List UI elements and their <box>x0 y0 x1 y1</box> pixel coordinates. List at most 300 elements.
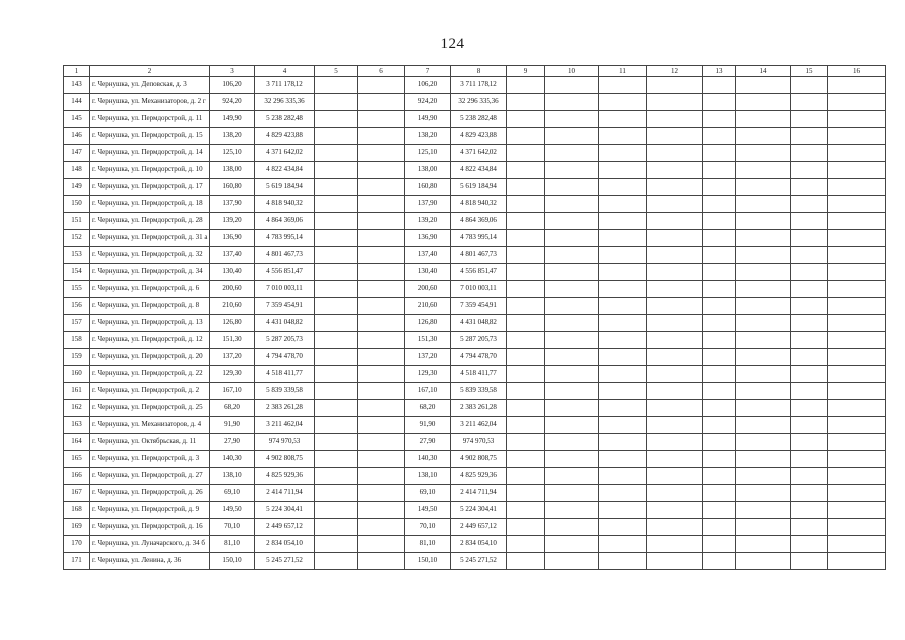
address-cell: г. Чернушка, ул. Пермдорстрой, д. 18 <box>90 196 210 213</box>
cost-cell: 4 829 423,88 <box>255 128 315 145</box>
empty-cell <box>647 451 703 468</box>
area-cell-7: 136,90 <box>405 230 451 247</box>
table-row <box>64 213 886 230</box>
empty-cell <box>358 315 405 332</box>
empty-cell <box>647 400 703 417</box>
area-cell: 81,10 <box>210 536 255 553</box>
cost-cell: 4 825 929,36 <box>255 468 315 485</box>
table-row <box>64 77 886 94</box>
row-number: 160 <box>64 366 90 383</box>
empty-cell <box>647 332 703 349</box>
cost-cell: 5 224 304,41 <box>255 502 315 519</box>
empty-cell <box>647 366 703 383</box>
cost-cell: 5 839 339,58 <box>255 383 315 400</box>
empty-cell <box>507 451 545 468</box>
empty-cell <box>828 145 886 162</box>
cost-cell: 4 431 048,82 <box>255 315 315 332</box>
empty-cell <box>315 196 358 213</box>
empty-cell <box>545 111 599 128</box>
area-cell: 210,60 <box>210 298 255 315</box>
empty-cell <box>736 417 791 434</box>
address-cell: г. Чернушка, ул. Пермдорстрой, д. 8 <box>90 298 210 315</box>
address-cell: г. Чернушка, ул. Пермдорстрой, д. 26 <box>90 485 210 502</box>
cost-cell-8: 4 825 929,36 <box>451 468 507 485</box>
empty-cell <box>599 264 647 281</box>
empty-cell <box>358 349 405 366</box>
area-cell-7: 106,20 <box>405 77 451 94</box>
empty-cell <box>545 553 599 570</box>
cost-cell: 974 970,53 <box>255 434 315 451</box>
empty-cell <box>599 536 647 553</box>
empty-cell <box>599 434 647 451</box>
empty-cell <box>507 366 545 383</box>
cost-cell: 2 449 657,12 <box>255 519 315 536</box>
empty-cell <box>736 230 791 247</box>
empty-cell <box>315 162 358 179</box>
area-cell: 68,20 <box>210 400 255 417</box>
empty-cell <box>599 417 647 434</box>
empty-cell <box>358 468 405 485</box>
empty-cell <box>358 196 405 213</box>
empty-cell <box>791 264 828 281</box>
empty-cell <box>545 519 599 536</box>
row-number: 165 <box>64 451 90 468</box>
table-row <box>64 553 886 570</box>
empty-cell <box>703 417 736 434</box>
empty-cell <box>647 485 703 502</box>
cost-cell-8: 5 287 205,73 <box>451 332 507 349</box>
registry-table <box>63 65 886 570</box>
cost-cell-8: 2 414 711,94 <box>451 485 507 502</box>
empty-cell <box>507 400 545 417</box>
empty-cell <box>545 196 599 213</box>
table-row <box>64 451 886 468</box>
area-cell: 125,10 <box>210 145 255 162</box>
area-cell: 69,10 <box>210 485 255 502</box>
empty-cell <box>315 179 358 196</box>
empty-cell <box>599 179 647 196</box>
empty-cell <box>703 162 736 179</box>
row-number: 166 <box>64 468 90 485</box>
row-number: 153 <box>64 247 90 264</box>
area-cell-7: 137,40 <box>405 247 451 264</box>
empty-cell <box>703 315 736 332</box>
empty-cell <box>647 417 703 434</box>
empty-cell <box>599 349 647 366</box>
row-number: 159 <box>64 349 90 366</box>
empty-cell <box>703 247 736 264</box>
empty-cell <box>315 332 358 349</box>
area-cell-7: 149,50 <box>405 502 451 519</box>
empty-cell <box>599 94 647 111</box>
area-cell-7: 129,30 <box>405 366 451 383</box>
empty-cell <box>545 162 599 179</box>
column-number-9: 9 <box>507 66 545 77</box>
address-cell: г. Чернушка, ул. Луначарского, д. 34 б <box>90 536 210 553</box>
column-number-2: 2 <box>90 66 210 77</box>
column-number-row <box>64 66 886 77</box>
empty-cell <box>703 332 736 349</box>
table-row <box>64 264 886 281</box>
empty-cell <box>599 519 647 536</box>
empty-cell <box>507 468 545 485</box>
table-row <box>64 485 886 502</box>
area-cell: 126,80 <box>210 315 255 332</box>
address-cell: г. Чернушка, ул. Ленина, д. 36 <box>90 553 210 570</box>
empty-cell <box>315 383 358 400</box>
empty-cell <box>647 111 703 128</box>
area-cell: 91,90 <box>210 417 255 434</box>
address-cell: г. Чернушка, ул. Пермдорстрой, д. 32 <box>90 247 210 264</box>
empty-cell <box>828 434 886 451</box>
empty-cell <box>507 179 545 196</box>
empty-cell <box>791 196 828 213</box>
empty-cell <box>828 230 886 247</box>
empty-cell <box>545 128 599 145</box>
column-number-14: 14 <box>736 66 791 77</box>
empty-cell <box>791 451 828 468</box>
empty-cell <box>736 162 791 179</box>
empty-cell <box>791 434 828 451</box>
empty-cell <box>315 77 358 94</box>
table-row <box>64 366 886 383</box>
empty-cell <box>791 77 828 94</box>
empty-cell <box>736 145 791 162</box>
cost-cell-8: 5 619 184,94 <box>451 179 507 196</box>
empty-cell <box>736 281 791 298</box>
empty-cell <box>599 145 647 162</box>
area-cell: 138,00 <box>210 162 255 179</box>
empty-cell <box>545 468 599 485</box>
empty-cell <box>703 502 736 519</box>
area-cell-7: 924,20 <box>405 94 451 111</box>
empty-cell <box>647 145 703 162</box>
empty-cell <box>358 179 405 196</box>
address-cell: г. Чернушка, ул. Механизаторов, д. 4 <box>90 417 210 434</box>
row-number: 158 <box>64 332 90 349</box>
address-cell: г. Чернушка, ул. Пермдорстрой, д. 16 <box>90 519 210 536</box>
cost-cell-8: 4 818 940,32 <box>451 196 507 213</box>
empty-cell <box>358 417 405 434</box>
area-cell: 136,90 <box>210 230 255 247</box>
table-row <box>64 196 886 213</box>
area-cell: 130,40 <box>210 264 255 281</box>
table-row <box>64 162 886 179</box>
empty-cell <box>703 553 736 570</box>
empty-cell <box>736 519 791 536</box>
empty-cell <box>358 502 405 519</box>
column-number-1: 1 <box>64 66 90 77</box>
cost-cell-8: 2 449 657,12 <box>451 519 507 536</box>
empty-cell <box>358 536 405 553</box>
empty-cell <box>703 434 736 451</box>
empty-cell <box>545 145 599 162</box>
cost-cell-8: 7 010 003,11 <box>451 281 507 298</box>
empty-cell <box>599 332 647 349</box>
empty-cell <box>599 128 647 145</box>
empty-cell <box>703 179 736 196</box>
area-cell: 129,30 <box>210 366 255 383</box>
empty-cell <box>599 281 647 298</box>
address-cell: г. Чернушка, ул. Пермдорстрой, д. 31 а <box>90 230 210 247</box>
empty-cell <box>736 298 791 315</box>
empty-cell <box>599 485 647 502</box>
empty-cell <box>647 536 703 553</box>
empty-cell <box>647 553 703 570</box>
empty-cell <box>599 553 647 570</box>
empty-cell <box>358 94 405 111</box>
table-row <box>64 128 886 145</box>
empty-cell <box>507 77 545 94</box>
empty-cell <box>599 383 647 400</box>
address-cell: г. Чернушка, ул. Пермдорстрой, д. 13 <box>90 315 210 332</box>
empty-cell <box>828 400 886 417</box>
area-cell-7: 138,00 <box>405 162 451 179</box>
empty-cell <box>315 485 358 502</box>
row-number: 170 <box>64 536 90 553</box>
empty-cell <box>828 196 886 213</box>
empty-cell <box>736 77 791 94</box>
row-number: 151 <box>64 213 90 230</box>
empty-cell <box>315 417 358 434</box>
table-row <box>64 179 886 196</box>
empty-cell <box>828 383 886 400</box>
empty-cell <box>791 502 828 519</box>
empty-cell <box>736 434 791 451</box>
empty-cell <box>828 247 886 264</box>
address-cell: г. Чернушка, ул. Пермдорстрой, д. 28 <box>90 213 210 230</box>
empty-cell <box>507 315 545 332</box>
area-cell: 137,20 <box>210 349 255 366</box>
table-row <box>64 298 886 315</box>
empty-cell <box>545 400 599 417</box>
empty-cell <box>736 451 791 468</box>
empty-cell <box>703 485 736 502</box>
area-cell-7: 70,10 <box>405 519 451 536</box>
cost-cell: 7 359 454,91 <box>255 298 315 315</box>
empty-cell <box>358 332 405 349</box>
row-number: 155 <box>64 281 90 298</box>
empty-cell <box>791 298 828 315</box>
empty-cell <box>315 553 358 570</box>
address-cell: г. Чернушка, ул. Пермдорстрой, д. 17 <box>90 179 210 196</box>
empty-cell <box>358 298 405 315</box>
empty-cell <box>545 536 599 553</box>
area-cell-7: 139,20 <box>405 213 451 230</box>
empty-cell <box>647 247 703 264</box>
cost-cell-8: 32 296 335,36 <box>451 94 507 111</box>
area-cell-7: 138,20 <box>405 128 451 145</box>
area-cell: 924,20 <box>210 94 255 111</box>
empty-cell <box>828 349 886 366</box>
row-number: 171 <box>64 553 90 570</box>
cost-cell: 5 287 205,73 <box>255 332 315 349</box>
cost-cell: 32 296 335,36 <box>255 94 315 111</box>
cost-cell-8: 4 822 434,84 <box>451 162 507 179</box>
empty-cell <box>545 77 599 94</box>
cost-cell: 7 010 003,11 <box>255 281 315 298</box>
empty-cell <box>599 111 647 128</box>
area-cell-7: 210,60 <box>405 298 451 315</box>
row-number: 163 <box>64 417 90 434</box>
empty-cell <box>736 213 791 230</box>
empty-cell <box>507 94 545 111</box>
empty-cell <box>828 298 886 315</box>
empty-cell <box>736 111 791 128</box>
cost-cell: 2 834 054,10 <box>255 536 315 553</box>
empty-cell <box>315 213 358 230</box>
empty-cell <box>647 94 703 111</box>
empty-cell <box>791 179 828 196</box>
empty-cell <box>507 128 545 145</box>
address-cell: г. Чернушка, ул. Пермдорстрой, д. 15 <box>90 128 210 145</box>
empty-cell <box>545 247 599 264</box>
empty-cell <box>791 111 828 128</box>
empty-cell <box>828 264 886 281</box>
row-number: 149 <box>64 179 90 196</box>
cost-cell-8: 3 211 462,04 <box>451 417 507 434</box>
empty-cell <box>828 553 886 570</box>
address-cell: г. Чернушка, ул. Пермдорстрой, д. 10 <box>90 162 210 179</box>
empty-cell <box>828 468 886 485</box>
column-number-11: 11 <box>599 66 647 77</box>
empty-cell <box>315 281 358 298</box>
column-number-13: 13 <box>703 66 736 77</box>
area-cell-7: 150,10 <box>405 553 451 570</box>
empty-cell <box>315 315 358 332</box>
empty-cell <box>599 400 647 417</box>
empty-cell <box>358 230 405 247</box>
empty-cell <box>791 383 828 400</box>
empty-cell <box>358 553 405 570</box>
table-row <box>64 281 886 298</box>
area-cell-7: 200,60 <box>405 281 451 298</box>
empty-cell <box>507 196 545 213</box>
cost-cell-8: 4 783 995,14 <box>451 230 507 247</box>
table-row <box>64 383 886 400</box>
empty-cell <box>315 519 358 536</box>
empty-cell <box>507 519 545 536</box>
empty-cell <box>736 196 791 213</box>
empty-cell <box>545 349 599 366</box>
area-cell: 160,80 <box>210 179 255 196</box>
empty-cell <box>315 145 358 162</box>
area-cell-7: 151,30 <box>405 332 451 349</box>
row-number: 154 <box>64 264 90 281</box>
empty-cell <box>736 349 791 366</box>
address-cell: г. Чернушка, ул. Пермдорстрой, д. 34 <box>90 264 210 281</box>
cost-cell-8: 2 834 054,10 <box>451 536 507 553</box>
cost-cell-8: 5 238 282,48 <box>451 111 507 128</box>
area-cell-7: 68,20 <box>405 400 451 417</box>
empty-cell <box>315 111 358 128</box>
cost-cell: 3 211 462,04 <box>255 417 315 434</box>
empty-cell <box>599 230 647 247</box>
empty-cell <box>736 468 791 485</box>
row-number: 162 <box>64 400 90 417</box>
empty-cell <box>647 128 703 145</box>
empty-cell <box>358 451 405 468</box>
area-cell: 167,10 <box>210 383 255 400</box>
empty-cell <box>703 145 736 162</box>
cost-cell-8: 4 518 411,77 <box>451 366 507 383</box>
empty-cell <box>599 298 647 315</box>
table-row <box>64 145 886 162</box>
empty-cell <box>358 485 405 502</box>
empty-cell <box>736 315 791 332</box>
empty-cell <box>545 502 599 519</box>
empty-cell <box>736 128 791 145</box>
table-row <box>64 111 886 128</box>
empty-cell <box>828 451 886 468</box>
column-number-15: 15 <box>791 66 828 77</box>
column-number-12: 12 <box>647 66 703 77</box>
empty-cell <box>599 502 647 519</box>
empty-cell <box>507 485 545 502</box>
row-number: 152 <box>64 230 90 247</box>
empty-cell <box>736 94 791 111</box>
row-number: 167 <box>64 485 90 502</box>
address-cell: г. Чернушка, ул. Пермдорстрой, д. 11 <box>90 111 210 128</box>
table-row <box>64 502 886 519</box>
empty-cell <box>358 145 405 162</box>
empty-cell <box>647 162 703 179</box>
area-cell-7: 167,10 <box>405 383 451 400</box>
cost-cell-8: 4 801 467,73 <box>451 247 507 264</box>
table-row <box>64 417 886 434</box>
empty-cell <box>703 536 736 553</box>
cost-cell: 4 518 411,77 <box>255 366 315 383</box>
empty-cell <box>703 451 736 468</box>
cost-cell-8: 4 794 478,70 <box>451 349 507 366</box>
empty-cell <box>703 383 736 400</box>
address-cell: г. Чернушка, ул. Пермдорстрой, д. 12 <box>90 332 210 349</box>
empty-cell <box>507 162 545 179</box>
empty-cell <box>828 94 886 111</box>
area-cell-7: 69,10 <box>405 485 451 502</box>
empty-cell <box>507 213 545 230</box>
empty-cell <box>703 366 736 383</box>
empty-cell <box>599 247 647 264</box>
cost-cell: 4 818 940,32 <box>255 196 315 213</box>
empty-cell <box>315 451 358 468</box>
cost-cell: 2 383 261,28 <box>255 400 315 417</box>
empty-cell <box>828 519 886 536</box>
cost-cell: 4 864 369,06 <box>255 213 315 230</box>
row-number: 147 <box>64 145 90 162</box>
area-cell-7: 137,20 <box>405 349 451 366</box>
empty-cell <box>647 264 703 281</box>
address-cell: г. Чернушка, ул. Деповская, д. 3 <box>90 77 210 94</box>
empty-cell <box>647 468 703 485</box>
empty-cell <box>828 332 886 349</box>
empty-cell <box>703 94 736 111</box>
empty-cell <box>358 247 405 264</box>
empty-cell <box>315 434 358 451</box>
empty-cell <box>358 111 405 128</box>
cost-cell: 4 822 434,84 <box>255 162 315 179</box>
empty-cell <box>828 536 886 553</box>
area-cell: 139,20 <box>210 213 255 230</box>
cost-cell: 3 711 178,12 <box>255 77 315 94</box>
column-number-10: 10 <box>545 66 599 77</box>
cost-cell-8: 4 431 048,82 <box>451 315 507 332</box>
empty-cell <box>507 298 545 315</box>
area-cell: 106,20 <box>210 77 255 94</box>
empty-cell <box>828 162 886 179</box>
empty-cell <box>507 502 545 519</box>
address-cell: г. Чернушка, ул. Пермдорстрой, д. 9 <box>90 502 210 519</box>
